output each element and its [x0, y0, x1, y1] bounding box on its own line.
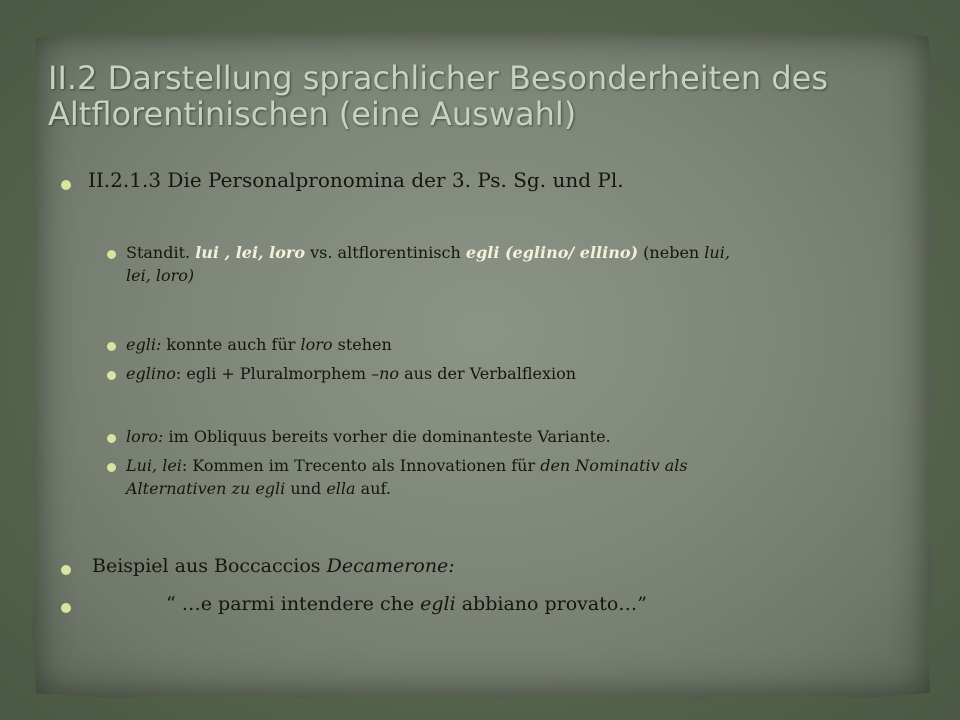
list-item-italic: ella [326, 479, 356, 498]
list-item-text: : Kommen im Trecento als Innovationen für [181, 456, 541, 475]
list-item [126, 241, 906, 287]
list-item-text: (neben [638, 243, 705, 262]
bullet-icon [61, 180, 71, 190]
example-text: Beispiel aus Boccaccios [92, 555, 327, 577]
list-item-italic: loro [300, 335, 333, 354]
list-item-italic: lei, loro) [126, 266, 195, 285]
bullet-icon [107, 371, 116, 380]
list-item-text: vs. altflorentinisch [305, 243, 466, 262]
list-item-text: Standit. [126, 243, 196, 262]
quote-text: “ …e parmi intendere che [166, 593, 421, 615]
example-title: Decamerone: [326, 555, 455, 577]
quote-italic: egli [420, 593, 456, 615]
bullet-icon [107, 434, 116, 443]
list-item-text: : egli + Pluralmorphem – [175, 364, 380, 383]
list-item [126, 425, 611, 448]
list-item-text: auf. [355, 479, 391, 498]
list-item [126, 333, 392, 356]
list-item-text: stehen [332, 335, 392, 354]
list-item-text: und [285, 479, 327, 498]
list-item [126, 362, 576, 385]
list-item-italic: egli: [126, 335, 162, 354]
list-item-italic: loro: [126, 427, 164, 446]
slide-title: II.2 Darstellung sprachlicher Besonderheiten des Altflorentinischen (eine Auswahl) [48, 59, 828, 133]
quote-text: abbiano provato…” [455, 593, 648, 615]
list-item-italic: eglino [126, 364, 176, 383]
bullet-icon [107, 463, 116, 472]
list-item-italic: den Nominativ als [540, 456, 688, 475]
bullet-icon [107, 342, 116, 351]
list-item [126, 454, 906, 500]
list-item-emphasis: lui , lei, loro [195, 243, 306, 262]
list-item-italic: no [379, 364, 400, 383]
list-item-text: im Obliquus bereits vorher die dominanteste Variante. [163, 427, 611, 446]
list-item-italic: Lui, lei [126, 456, 182, 475]
list-item-text: aus der Verbalflexion [399, 364, 577, 383]
list-item-italic: lui, [704, 243, 730, 262]
list-item-italic: Alternativen zu egli [126, 479, 286, 498]
quote-line [166, 593, 647, 615]
bullet-icon [107, 250, 116, 259]
list-item-text: konnte auch für [161, 335, 301, 354]
bullet-icon [61, 603, 71, 613]
bullet-icon [61, 565, 71, 575]
section-heading: II.2.1.3 Die Personalpronomina der 3. Ps. Sg. und Pl. [88, 168, 624, 192]
example-line [92, 555, 455, 577]
list-item-emphasis: egli (eglino/ ellino) [465, 243, 639, 262]
